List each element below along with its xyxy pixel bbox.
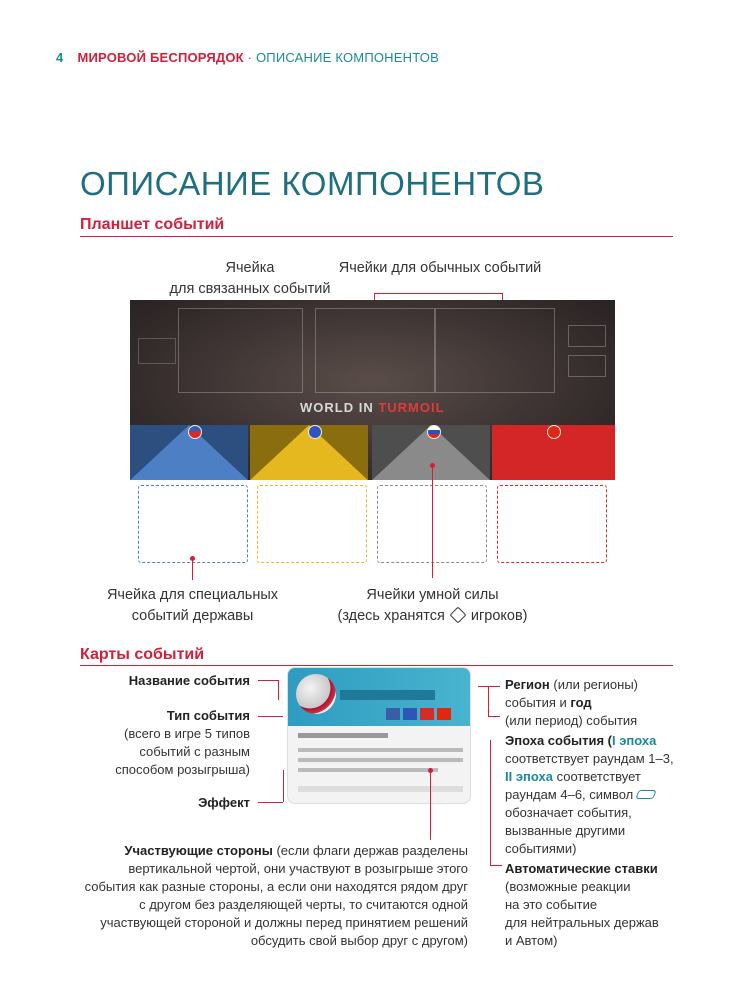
label-event-name: Название события <box>128 673 250 688</box>
page-number: 4 <box>56 50 64 65</box>
special-event-cell-blue <box>138 485 248 563</box>
section-title-board: Планшет событий <box>80 216 225 233</box>
russia-flag-icon <box>427 425 441 439</box>
pointer-line <box>490 865 502 866</box>
eu-flag-icon <box>308 425 322 439</box>
pointer-dot <box>190 556 195 561</box>
pointer-line <box>488 716 500 717</box>
card-effect-line <box>298 758 463 762</box>
section-rule <box>80 236 673 237</box>
board-logo: WORLD IN TURMOIL <box>300 400 445 415</box>
parties-l5: участвующей стороной и должны перед принятием решений <box>100 915 468 930</box>
label-linked-1: Ячейка <box>225 260 275 276</box>
era-l6: вызванные другими <box>505 823 626 838</box>
pointer-line <box>488 686 489 716</box>
era-l1: Эпоха события (I эпоха <box>505 733 657 748</box>
card-flags <box>386 708 456 720</box>
card-footer <box>298 786 463 792</box>
linked-event-cell <box>178 308 303 393</box>
usa-flag-icon <box>188 425 202 439</box>
parties-l4: с другом без разделяющей черты, то считаются одной <box>139 897 468 912</box>
auto-l3: для нейтральных держав <box>505 915 659 930</box>
pointer-line <box>278 680 279 700</box>
label-event-type: Тип события <box>166 708 250 723</box>
special-event-cell-yellow <box>257 485 367 563</box>
pointer-dot <box>430 463 435 468</box>
label-effect: Эффект <box>198 795 250 810</box>
pointer-line <box>258 716 283 717</box>
label-special-1: Ячейка для специальных <box>106 587 279 603</box>
pointer-line <box>490 740 491 865</box>
auto-title: Автоматические ставки <box>505 861 658 876</box>
label-event-type-l2: событий с разным <box>139 744 250 759</box>
region-l2: события и год <box>505 695 592 710</box>
era-l2: соответствует раундам 1–3, <box>505 751 674 766</box>
pointer-line <box>374 293 502 294</box>
normal-event-cell <box>315 308 435 393</box>
auto-l4: и Автом) <box>505 933 558 948</box>
parties-l1: Участвующие стороны (если флаги держав разделены <box>124 843 468 858</box>
parties-l6: обсудить свой выбор друг с другом) <box>250 933 468 948</box>
section-rule <box>80 665 673 666</box>
card-name-bar <box>340 690 435 700</box>
card-type-line <box>298 733 388 738</box>
cube-icon <box>449 607 466 624</box>
tracker-box <box>568 325 606 347</box>
pointer-line <box>258 802 283 803</box>
china-flag-icon <box>547 425 561 439</box>
era-l7: событиями) <box>505 841 577 856</box>
header-title: МИРОВОЙ БЕСПОРЯДОК <box>77 50 244 65</box>
auto-l2: на это событие <box>505 897 598 912</box>
page-header <box>56 50 439 65</box>
pointer-line <box>432 465 433 578</box>
section-title-cards: Карты событий <box>80 646 205 663</box>
label-linked-2: для связанных событий <box>169 281 331 297</box>
era-l3: II эпоха соответствует <box>505 769 641 784</box>
era-l4: раундам 4–6, символ <box>505 786 655 804</box>
parties-l3: события как разные стороны, а если они находятся рядом друг <box>84 879 468 894</box>
header-separator: · <box>243 50 256 65</box>
event-card-image <box>288 668 470 803</box>
pointer-line <box>283 770 284 802</box>
pointer-dot <box>428 768 433 773</box>
pointer-line <box>192 558 193 580</box>
label-smart-2: (здесь хранятся игроков) <box>337 608 528 624</box>
page-title: ОПИСАНИЕ КОМПОНЕНТОВ <box>80 165 545 202</box>
linked-event-icon <box>636 790 657 799</box>
era-l5: обозначает события, <box>505 805 632 820</box>
card-effect-line <box>298 768 438 772</box>
tracker-box <box>568 355 606 377</box>
region-l1: Регион (или регионы) <box>505 677 638 692</box>
label-event-type-l1: (всего в игре 5 типов <box>124 726 250 741</box>
card-effect-line <box>298 748 463 752</box>
region-l3: (или период) события <box>505 713 638 728</box>
globe-icon <box>296 674 336 714</box>
label-normal-events: Ячейки для обычных событий <box>338 260 542 276</box>
special-event-cell-red <box>497 485 607 563</box>
pointer-line <box>478 686 500 687</box>
pointer-line <box>258 680 278 681</box>
normal-event-cell <box>435 308 555 393</box>
auto-l1: (возможные реакции <box>505 879 631 894</box>
pointer-line <box>430 770 431 840</box>
no-event-box <box>138 338 176 364</box>
parties-l2: вертикальной чертой, они участвуют в розыгрыше этого <box>128 861 468 876</box>
label-special-2: событий державы <box>131 608 254 624</box>
label-event-type-l3: способом розыгрыша) <box>115 762 250 777</box>
label-smart-1: Ячейки умной силы <box>366 587 499 603</box>
header-subtitle: ОПИСАНИЕ КОМПОНЕНТОВ <box>255 50 439 65</box>
